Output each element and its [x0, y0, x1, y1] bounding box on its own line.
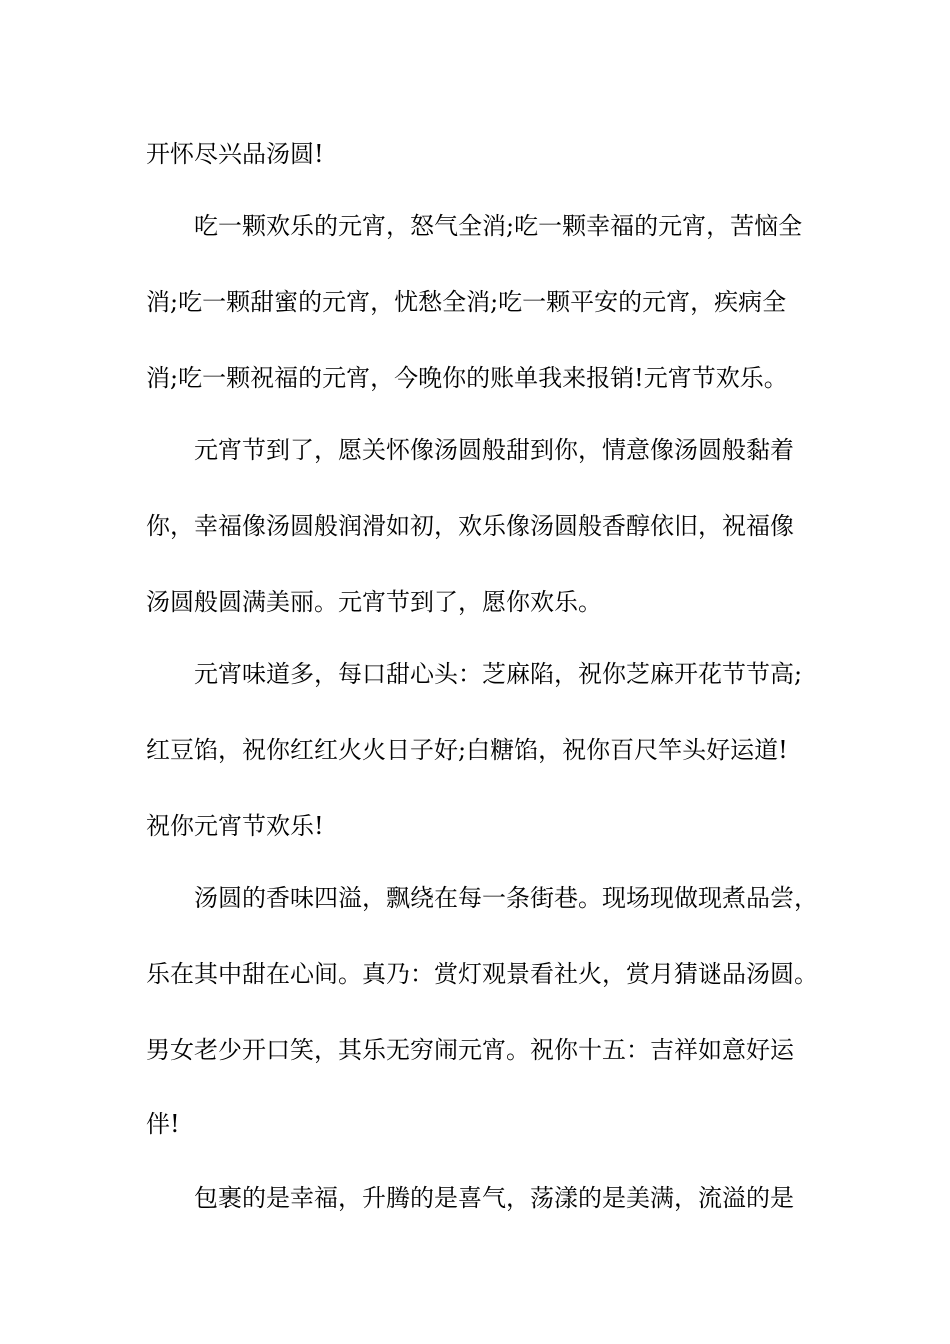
paragraph-first-line: 汤圆的香味四溢，飘绕在每一条街巷。现场现做现煮品尝，: [194, 884, 818, 912]
text-line: 消;吃一颗祝福的元宵，今晚你的账单我来报销!元宵节欢乐。: [146, 364, 788, 392]
text-line: 伴!: [146, 1110, 180, 1138]
text-line: 消;吃一颗甜蜜的元宵，忧愁全消;吃一颗平安的元宵，疾病全: [146, 288, 787, 316]
paragraph-first-line: 包裹的是幸福，升腾的是喜气，荡漾的是美满，流溢的是: [194, 1184, 794, 1212]
paragraph-first-line: 元宵味道多，每口甜心头：芝麻陷，祝你芝麻开花节节高;: [194, 660, 803, 688]
text-line: 开怀尽兴品汤圆!: [146, 140, 324, 168]
text-line: 男女老少开口笑，其乐无穷闹元宵。祝你十五：吉祥如意好运: [146, 1036, 794, 1064]
text-line: 红豆馅，祝你红红火火日子好;白糖馅，祝你百尺竿头好运道!: [146, 736, 788, 764]
paragraph-first-line: 元宵节到了，愿关怀像汤圆般甜到你，情意像汤圆般黏着: [194, 436, 794, 464]
text-line: 你，幸福像汤圆般润滑如初，欢乐像汤圆般香醇依旧，祝福像: [146, 512, 794, 540]
paragraph-first-line: 吃一颗欢乐的元宵，怒气全消;吃一颗幸福的元宵，苦恼全: [194, 212, 803, 240]
text-line: 汤圆般圆满美丽。元宵节到了，愿你欢乐。: [146, 588, 602, 616]
text-line: 乐在其中甜在心间。真乃：赏灯观景看社火，赏月猜谜品汤圆。: [146, 960, 818, 988]
text-line: 祝你元宵节欢乐!: [146, 812, 324, 840]
